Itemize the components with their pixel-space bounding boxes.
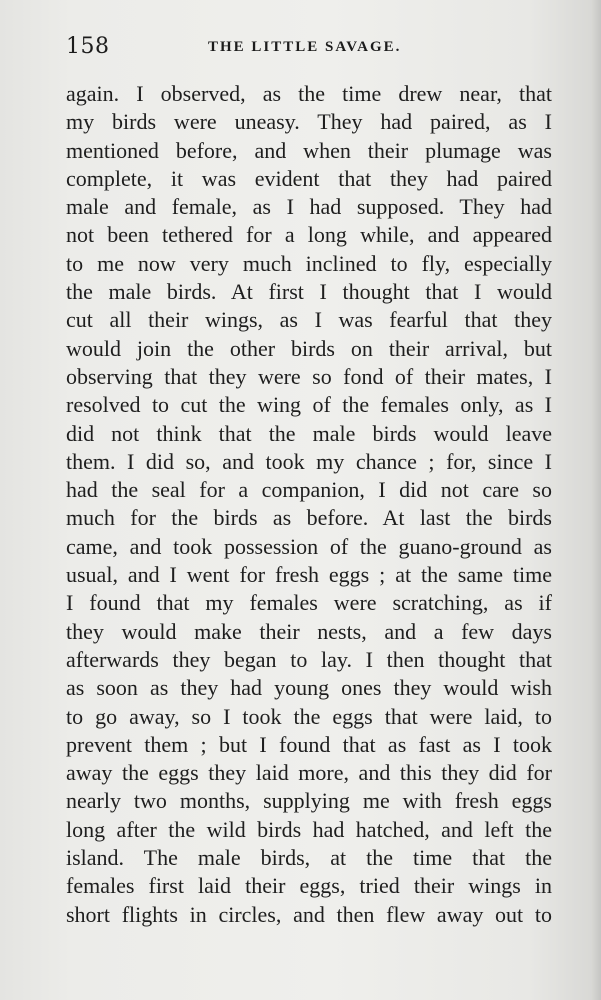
text-line: island. The male birds, at the time that the — [66, 845, 552, 871]
body-text — [66, 80, 552, 929]
page-edge-shadow — [591, 0, 601, 1000]
text-line: mentioned before, and when their plumage was — [66, 137, 552, 163]
text-line: long after the wild birds had hatched, and left the — [66, 816, 552, 842]
text-line: observing that they were so fond of their mates, I — [66, 363, 552, 389]
text-line: to go away, so I took the eggs that were laid, to — [66, 703, 552, 729]
text-line: resolved to cut the wing of the females only, as I — [66, 392, 552, 418]
text-line: not been tethered for a long while, and appeared — [66, 222, 552, 248]
page-header — [0, 28, 601, 64]
page-number: 158 — [66, 34, 110, 59]
text-line: as soon as they had young ones they would wish — [66, 675, 552, 701]
text-line: to me now very much inclined to fly, especially — [66, 250, 552, 276]
text-line: complete, it was evident that they had paired — [66, 165, 552, 191]
text-line: came, and took possession of the guano-ground as — [66, 533, 552, 559]
text-line: had the seal for a companion, I did not care so — [66, 477, 552, 503]
text-line: much for the birds as before. At last the birds — [66, 505, 552, 531]
text-line: short flights in circles, and then flew away out to — [66, 901, 552, 927]
text-line: I found that my females were scratching, as if — [66, 590, 552, 616]
text-line: usual, and I went for fresh eggs ; at the same time — [66, 562, 552, 588]
text-line: would join the other birds on their arrival, but — [66, 335, 552, 361]
text-line: cut all their wings, as I was fearful that they — [66, 307, 552, 333]
text-line: them. I did so, and took my chance ; for, since I — [66, 448, 552, 474]
text-line: females first laid their eggs, tried their wings in — [66, 873, 552, 899]
text-line: my birds were uneasy. They had paired, as I — [66, 109, 552, 135]
text-line: male and female, as I had supposed. They had — [66, 194, 552, 220]
text-line: did not think that the male birds would leave — [66, 420, 552, 446]
text-line: afterwards they began to lay. I then thought that — [66, 646, 552, 672]
text-line: again. I observed, as the time drew near, that — [66, 81, 552, 106]
text-line: they would make their nests, and a few days — [66, 618, 552, 644]
text-line: the male birds. At first I thought that I would — [66, 279, 552, 305]
text-line: nearly two months, supplying me with fresh eggs — [66, 788, 552, 814]
running-title: THE LITTLE SAVAGE. — [208, 39, 402, 55]
text-line: away the eggs they laid more, and this they did for — [66, 760, 552, 786]
text-line: prevent them ; but I found that as fast as I took — [66, 731, 552, 757]
